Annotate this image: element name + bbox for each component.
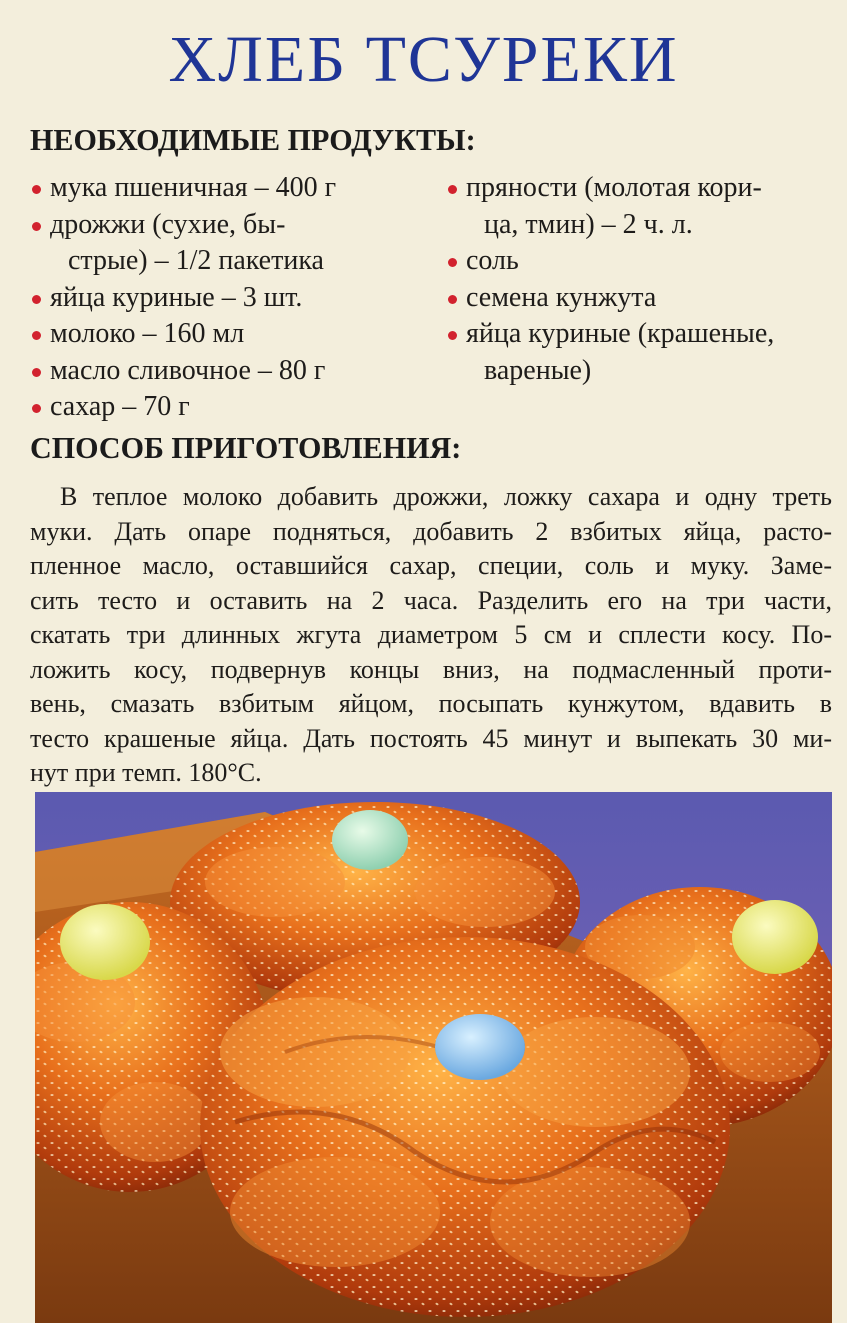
yellow-egg [60, 904, 150, 980]
ingredients-list-left [30, 170, 430, 426]
method-line: В теплое молоко добавить дрожжи, ложку сахара и одну треть [60, 482, 832, 511]
ingredient-item: яйца куриные (крашеные, вареные) [446, 316, 836, 389]
ingredients-heading: НЕОБХОДИМЫЕ ПРОДУКТЫ: [30, 122, 476, 157]
method-line: сить тесто и оставить на 2 часа. Разделить его на три части, [30, 585, 832, 615]
method-heading: СПОСОБ ПРИГОТОВЛЕНИЯ: [30, 430, 462, 465]
method-line: вень, смазать взбитым яйцом, посыпать кунжутом, вдавить в [30, 689, 832, 718]
method-line: муки. Дать опаре подняться, добавить 2 взбитых яйца, расто- [30, 516, 832, 546]
ingredients-list-right [446, 170, 836, 389]
ingredient-item: яйца куриные – 3 шт. [30, 280, 430, 317]
method-line: скатать три длинных жгута диаметром 5 см и сплести косу. По- [30, 620, 832, 649]
ingredient-item: масло сливочное – 80 г [30, 353, 430, 390]
ingredient-item: сахар – 70 г [30, 389, 430, 426]
bread-front-center [200, 937, 730, 1317]
bread-photo [35, 792, 832, 1323]
ingredient-item: дрожжи (сухие, бы- стрые) – 1/2 пакетика [30, 207, 430, 280]
blue-egg [435, 1014, 525, 1080]
ingredient-item: пряности (молотая кори- ца, тмин) – 2 ч. л. [446, 170, 836, 243]
yellow-egg [732, 900, 818, 974]
ingredient-item: семена кунжута [446, 280, 836, 317]
ingredient-item: молоко – 160 мл [30, 316, 430, 353]
ingredient-item: мука пшеничная – 400 г [30, 170, 430, 207]
method-text [30, 480, 832, 791]
method-line: нут при темп. 180°C. [30, 758, 262, 787]
method-line: пленное масло, оставшийся сахар, специи, соль и муку. Заме- [30, 551, 832, 580]
method-line: ложить косу, подвернув концы вниз, на подмасленный проти- [30, 654, 832, 684]
recipe-title: ХЛЕБ ТСУРЕКИ [168, 23, 679, 96]
method-line: тесто крашеные яйца. Дать постоять 45 минут и выпекать 30 ми- [30, 723, 832, 753]
green-egg [332, 810, 408, 870]
ingredient-item: соль [446, 243, 836, 280]
